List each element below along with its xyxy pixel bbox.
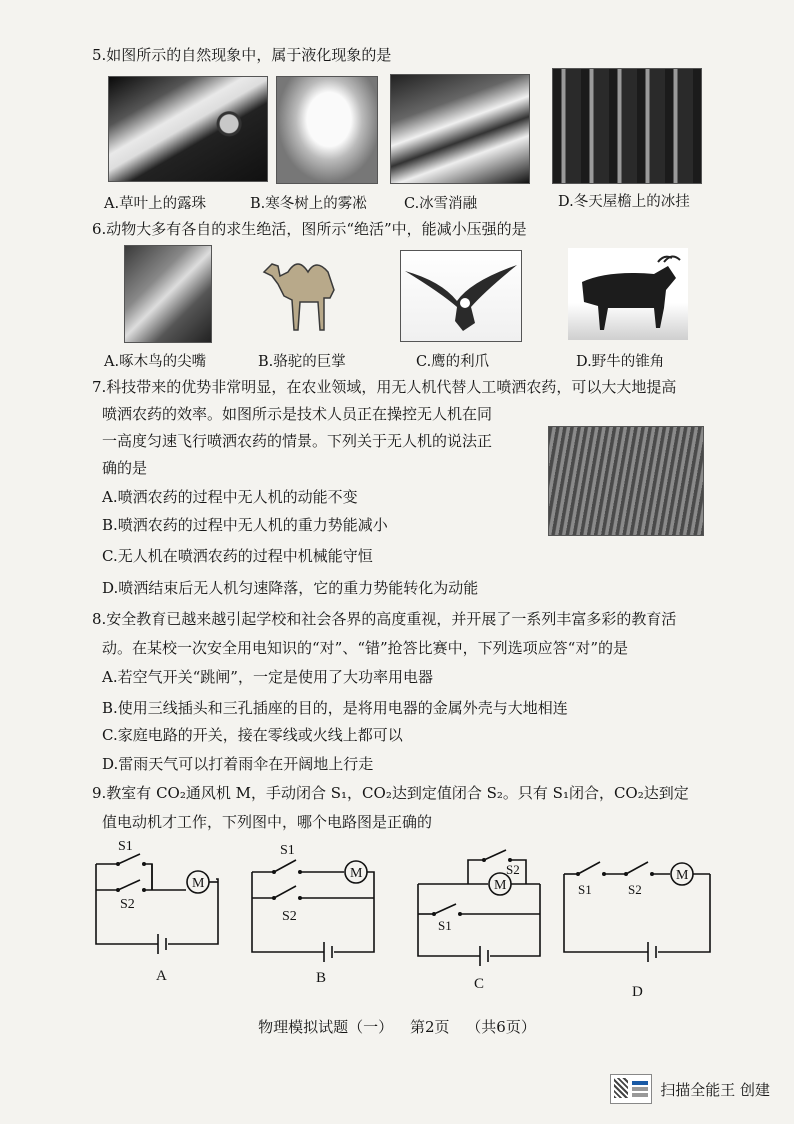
footer-total: （共6页） bbox=[466, 1018, 536, 1036]
circuit-a-label: A bbox=[156, 968, 167, 984]
q6-option-d: D.野牛的锥角 bbox=[576, 354, 665, 370]
circuit-d-s2: S2 bbox=[628, 882, 642, 897]
circuit-c bbox=[410, 844, 550, 974]
q5-stem: 5.如图所示的自然现象中，属于液化现象的是 bbox=[92, 46, 392, 64]
camscanner-logo-icon bbox=[610, 1074, 652, 1104]
q6-stem: 6.动物大多有各自的求生绝活，图所示“绝活”中，能减小压强的是 bbox=[92, 220, 527, 238]
icicle-photo bbox=[552, 68, 702, 184]
q7-option-a: A.喷洒农药的过程中无人机的动能不变 bbox=[102, 488, 358, 506]
q6-option-a: A.啄木鸟的尖嘴 bbox=[104, 354, 207, 370]
q7-option-d: D.喷洒结束后无人机匀速降落，它的重力势能转化为动能 bbox=[102, 579, 479, 597]
circuit-d-label: D bbox=[632, 984, 643, 1000]
footer-page: 第2页 bbox=[409, 1018, 450, 1036]
q8-option-a: A.若空气开关“跳闸”，一定是使用了大功率用电器 bbox=[102, 668, 433, 686]
dew-photo bbox=[108, 76, 268, 182]
circuit-b-label: B bbox=[316, 970, 327, 986]
ox-icon bbox=[568, 248, 688, 340]
circuit-a-motor: M bbox=[192, 876, 205, 891]
circuit-a-s1: S1 bbox=[118, 839, 133, 854]
eagle-icon bbox=[401, 251, 521, 341]
circuit-b-motor: M bbox=[350, 866, 363, 881]
scanner-watermark bbox=[610, 1074, 770, 1104]
woodpecker-photo bbox=[124, 245, 212, 343]
wild-ox-photo bbox=[568, 248, 688, 340]
q7-line4: 确的是 bbox=[102, 459, 148, 477]
q7-option-b: B.喷洒农药的过程中无人机的重力势能减小 bbox=[102, 516, 388, 534]
rime-tree-photo bbox=[276, 76, 378, 184]
camel-icon bbox=[254, 250, 354, 340]
q7-line2: 喷洒农药的效率。如图所示是技术人员正在操控无人机在同 bbox=[102, 405, 493, 423]
circuit-c-motor: M bbox=[494, 878, 507, 893]
circuit-d-motor: M bbox=[676, 868, 689, 883]
drone-field-photo bbox=[548, 426, 704, 536]
circuit-a bbox=[88, 834, 228, 964]
q6-option-c: C.鹰的利爪 bbox=[416, 354, 490, 370]
q8-option-c: C.家庭电路的开关，接在零线或火线上都可以 bbox=[102, 726, 403, 744]
circuit-a-s2: S2 bbox=[120, 897, 135, 912]
q7-option-c: C.无人机在喷洒农药的过程中机械能守恒 bbox=[102, 547, 373, 565]
circuit-b-s1: S1 bbox=[280, 843, 295, 858]
watermark-text: 扫描全能王 创建 bbox=[660, 1080, 770, 1099]
circuit-c-label: C bbox=[474, 976, 485, 992]
camel-photo bbox=[254, 250, 354, 340]
q8-line2: 动。在某校一次安全用电知识的“对”、“错”抢答比赛中，下列选项应答“对”的是 bbox=[102, 639, 629, 657]
circuit-c-s2: S2 bbox=[506, 862, 520, 877]
q8-option-d: D.雷雨天气可以打着雨伞在开阔地上行走 bbox=[102, 755, 374, 773]
q9-line2: 值电动机才工作，下列图中，哪个电路图是正确的 bbox=[102, 813, 433, 831]
q6-option-b: B.骆驼的巨掌 bbox=[258, 354, 346, 370]
footer-title: 物理模拟试题（一） bbox=[258, 1018, 394, 1036]
q5-option-a: A.草叶上的露珠 bbox=[104, 196, 207, 212]
q5-option-c: C.冰雪消融 bbox=[404, 196, 478, 212]
circuit-b-s2: S2 bbox=[282, 909, 297, 924]
q7-line3: 一高度匀速飞行喷洒农药的情景。下列关于无人机的说法正 bbox=[102, 432, 493, 450]
eagle-photo bbox=[400, 250, 522, 342]
q5-option-d: D.冬天屋檐上的冰挂 bbox=[558, 194, 690, 210]
q7-line1: 7.科技带来的优势非常明显，在农业领域，用无人机代替人工喷洒农药，可以大大地提高 bbox=[92, 378, 677, 396]
melting-snow-photo bbox=[390, 74, 530, 184]
q8-option-b: B.使用三线插头和三孔插座的目的，是将用电器的金属外壳与大地相连 bbox=[102, 699, 568, 717]
circuit-d bbox=[556, 848, 716, 968]
q8-line1: 8.安全教育已越来越引起学校和社会各界的高度重视，并开展了一系列丰富多彩的教育活 bbox=[92, 610, 677, 628]
q9-line1: 9.教室有 CO₂通风机 M，手动闭合 S₁，CO₂达到定值闭合 S₂。只有 S₁闭合，CO₂达到定 bbox=[92, 784, 689, 802]
page-footer bbox=[0, 1016, 794, 1037]
q5-option-b: B.寒冬树上的雾凇 bbox=[250, 196, 367, 212]
circuit-d-s1: S1 bbox=[578, 882, 592, 897]
circuit-b bbox=[244, 836, 390, 966]
circuit-c-s1: S1 bbox=[438, 918, 452, 933]
